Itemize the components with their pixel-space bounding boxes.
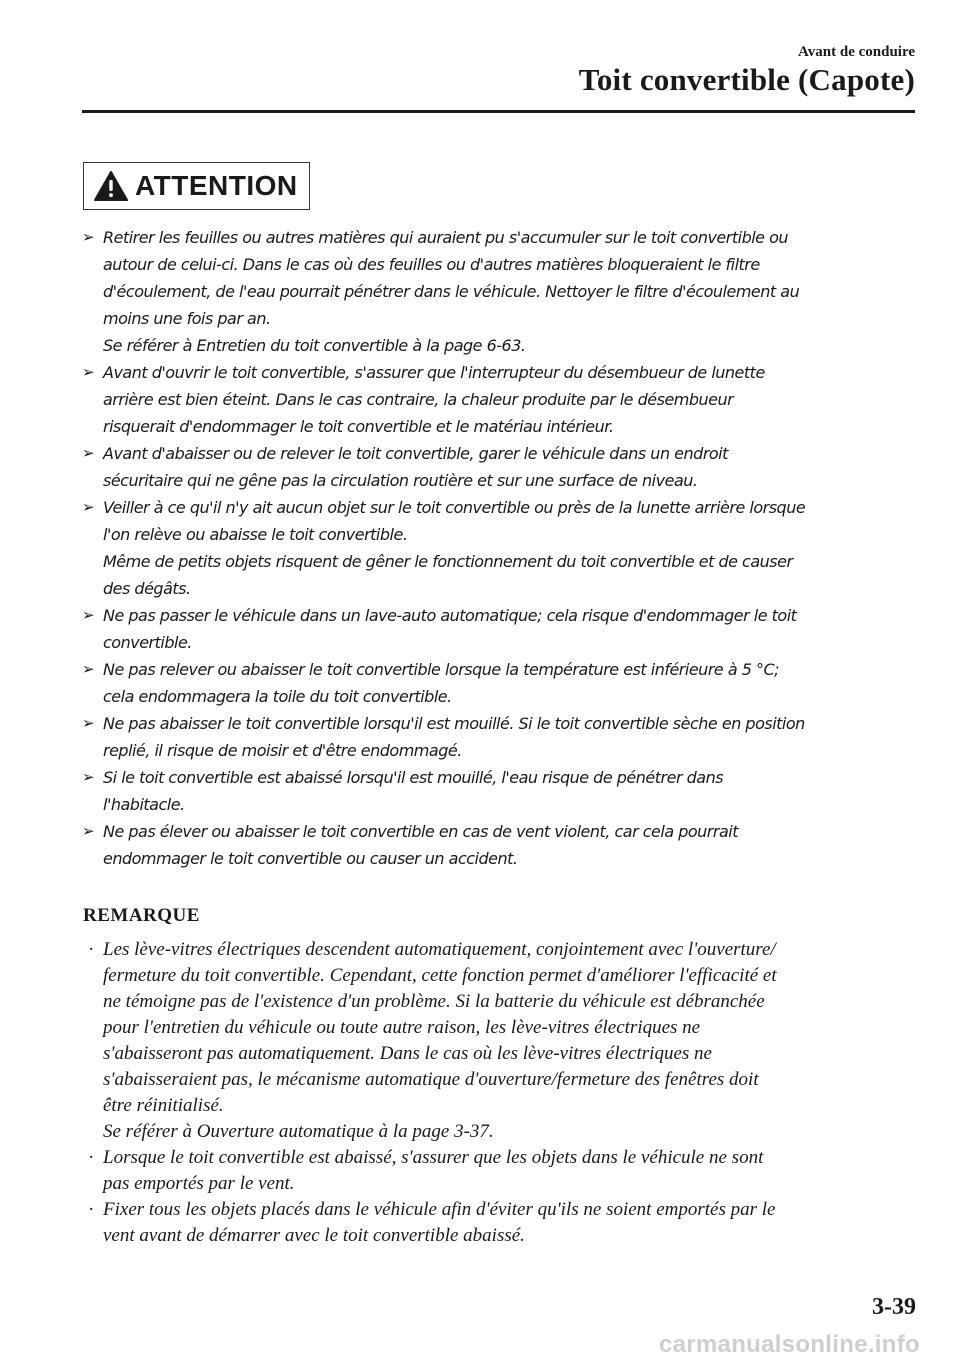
arrow-bullet-icon: ➢ bbox=[82, 228, 95, 246]
item-line: d'écoulement, de l'eau pourrait pénétrer dans le véhicule. Nettoyer le filtre d'écoulement au bbox=[103, 282, 800, 301]
item-line: pas emportés par le vent. bbox=[103, 1173, 295, 1194]
arrow-bullet-icon: ➢ bbox=[82, 498, 95, 516]
item-line: replié, il risque de moisir et d'être endommagé. bbox=[103, 741, 462, 760]
item-line: Les lève-vitres électriques descendent automatiquement, conjointement avec l'ouverture/ bbox=[103, 939, 776, 960]
item-line: Ne pas abaisser le toit convertible lorsqu'il est mouillé. Si le toit convertible sèche en position bbox=[103, 714, 805, 733]
item-line: être réinitialisé. bbox=[103, 1095, 224, 1116]
item-line: Lorsque le toit convertible est abaissé, s'assurer que les objets dans le véhicule ne sont bbox=[103, 1147, 764, 1168]
arrow-bullet-icon: ➢ bbox=[82, 606, 95, 624]
attention-label: ATTENTION bbox=[135, 170, 298, 201]
item-line: Veiller à ce qu'il n'y ait aucun objet sur le toit convertible ou près de la lunette arrière lorsque bbox=[103, 498, 806, 517]
item-line: pour l'entretien du véhicule ou toute autre raison, les lève-vitres électriques ne bbox=[103, 1017, 701, 1038]
item-line: s'abaisseront pas automatiquement. Dans le cas où les lève-vitres électriques ne bbox=[103, 1043, 712, 1064]
attention-item bbox=[82, 764, 917, 818]
section-label: Avant de conduire bbox=[798, 44, 915, 60]
arrow-bullet-icon: ➢ bbox=[82, 714, 95, 732]
dot-bullet-icon: · bbox=[88, 939, 95, 960]
arrow-bullet-icon: ➢ bbox=[82, 822, 95, 840]
item-line: Ne pas élever ou abaisser le toit convertible en cas de vent violent, car cela pourrait bbox=[103, 822, 738, 841]
item-line: l'on relève ou abaisse le toit convertible. bbox=[103, 525, 408, 544]
attention-item bbox=[82, 656, 917, 710]
arrow-bullet-icon: ➢ bbox=[82, 660, 95, 678]
item-line: autour de celui-ci. Dans le cas où des feuilles ou d'autres matières bloqueraient le filtre bbox=[103, 255, 760, 274]
item-line: Ne pas passer le véhicule dans un lave-auto automatique; cela risque d'endommager le toit bbox=[103, 606, 797, 625]
remarque-item bbox=[82, 937, 922, 1145]
header-divider bbox=[82, 110, 915, 113]
attention-list bbox=[82, 224, 917, 872]
dot-bullet-icon: · bbox=[88, 1147, 95, 1168]
item-line: Ne pas relever ou abaisser le toit convertible lorsque la température est inférieure à 5 °C; bbox=[103, 660, 780, 679]
item-line: Même de petits objets risquent de gêner le fonctionnement du toit convertible et de causer bbox=[103, 552, 793, 571]
item-line: des dégâts. bbox=[103, 579, 191, 598]
remarque-item bbox=[82, 1197, 922, 1249]
attention-item bbox=[82, 440, 917, 494]
remarque-item bbox=[82, 1145, 922, 1197]
item-line: arrière est bien éteint. Dans le cas contraire, la chaleur produite par le désembueur bbox=[103, 390, 734, 409]
arrow-bullet-icon: ➢ bbox=[82, 768, 95, 786]
attention-item bbox=[82, 602, 917, 656]
footer-watermark: carmanualsonline.info bbox=[658, 1331, 920, 1358]
item-line: endommager le toit convertible ou causer un accident. bbox=[103, 849, 518, 868]
page-number: 3-39 bbox=[872, 1294, 916, 1320]
remarque-list bbox=[82, 937, 922, 1249]
attention-item bbox=[82, 359, 917, 440]
item-line: Se référer à Ouverture automatique à la page 3-37. bbox=[103, 1121, 494, 1142]
item-line: ne témoigne pas de l'existence d'un problème. Si la batterie du véhicule est débranchée bbox=[103, 991, 765, 1012]
arrow-bullet-icon: ➢ bbox=[82, 363, 95, 381]
item-line: s'abaisseraient pas, le mécanisme automatique d'ouverture/fermeture des fenêtres doit bbox=[103, 1069, 759, 1090]
item-line: Avant d'ouvrir le toit convertible, s'assurer que l'interrupteur du désembueur de lunette bbox=[103, 363, 765, 382]
attention-item bbox=[82, 710, 917, 764]
attention-item bbox=[82, 818, 917, 872]
item-line: moins une fois par an. bbox=[103, 309, 271, 328]
item-line: sécuritaire qui ne gêne pas la circulation routière et sur une surface de niveau. bbox=[103, 471, 698, 490]
item-line: convertible. bbox=[103, 633, 192, 652]
attention-banner bbox=[83, 162, 310, 210]
warning-triangle-icon bbox=[93, 170, 129, 202]
item-line: Avant d'abaisser ou de relever le toit convertible, garer le véhicule dans un endroit bbox=[103, 444, 728, 463]
item-line: vent avant de démarrer avec le toit convertible abaissé. bbox=[103, 1225, 525, 1246]
dot-bullet-icon: · bbox=[88, 1199, 95, 1220]
item-line: risquerait d'endommager le toit convertible et le matériau intérieur. bbox=[103, 417, 614, 436]
remarque-title: REMARQUE bbox=[83, 905, 200, 926]
arrow-bullet-icon: ➢ bbox=[82, 444, 95, 462]
attention-item bbox=[82, 494, 917, 602]
item-line: Fixer tous les objets placés dans le véhicule afin d'éviter qu'ils ne soient emportés par le bbox=[103, 1199, 776, 1220]
item-line: Se référer à Entretien du toit convertible à la page 6-63. bbox=[103, 336, 526, 355]
item-line: fermeture du toit convertible. Cependant, cette fonction permet d'améliorer l'efficacité et bbox=[103, 965, 777, 986]
attention-item bbox=[82, 224, 917, 359]
item-line: Retirer les feuilles ou autres matières qui auraient pu s'accumuler sur le toit convertible ou bbox=[103, 228, 789, 247]
item-line: Si le toit convertible est abaissé lorsqu'il est mouillé, l'eau risque de pénétrer dans bbox=[103, 768, 724, 787]
item-line: cela endommagera la toile du toit convertible. bbox=[103, 687, 452, 706]
item-line: l'habitacle. bbox=[103, 795, 185, 814]
page-title: Toit convertible (Capote) bbox=[578, 62, 915, 97]
